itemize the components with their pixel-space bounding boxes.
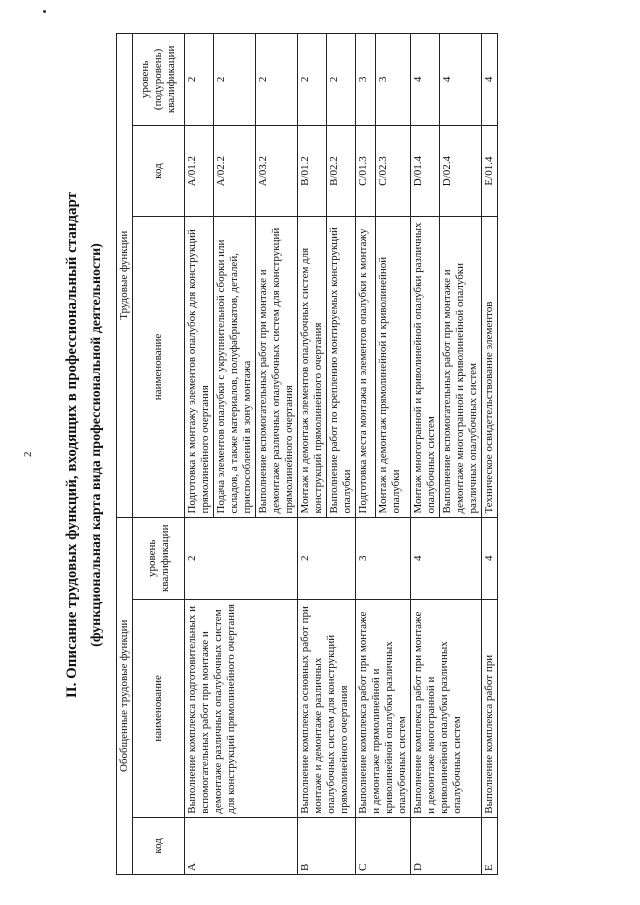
- table-row: [411, 34, 440, 875]
- function-name: Монтаж многогранной и криволинейной опалубки различных опалубочных систем: [411, 217, 440, 517]
- function-name: Выполнение вспомогательных работ при монтаже и демонтаже различных опалубочных систем для конструкций прямолинейного очертания: [256, 217, 298, 517]
- header-generalized: Обобщенные трудовые функции: [117, 517, 133, 874]
- function-code: A/01.2: [185, 125, 214, 217]
- group-code: D: [411, 817, 482, 874]
- header-code-gen: код: [133, 817, 185, 874]
- function-level: 2: [214, 34, 256, 126]
- page-title: II. Описание трудовых функций, входящих в профессиональный стандарт: [64, 191, 80, 699]
- function-level: 3: [375, 34, 410, 126]
- function-code: C/02.3: [375, 125, 410, 217]
- functional-map-table: [116, 33, 498, 875]
- page-number: 2: [22, 451, 34, 457]
- function-level: 2: [185, 34, 214, 126]
- function-level: 4: [411, 34, 440, 126]
- function-code: A/02.2: [214, 125, 256, 217]
- group-level: 2: [298, 517, 356, 600]
- function-name: Монтаж и демонтаж прямолинейной и криволинейной опалубки: [375, 217, 410, 517]
- page-subtitle: (функциональная карта вида профессиональной деятельности): [89, 243, 104, 647]
- function-level: 4: [482, 34, 498, 126]
- header-name-labor: наименование: [133, 217, 185, 517]
- function-level: 2: [256, 34, 298, 126]
- function-name: Подготовка к монтажу элементов опалубок для конструкций прямолинейного очертания: [185, 217, 214, 517]
- function-level: 2: [298, 34, 327, 126]
- function-code: D/01.4: [411, 125, 440, 217]
- function-level: 4: [440, 34, 482, 126]
- group-name: Выполнение комплекса основных работ при монтаже и демонтаже различных опалубочных систем для конструкций прямолинейного очертания: [298, 600, 356, 818]
- table-row: [356, 34, 376, 875]
- header-name-gen: наименование: [133, 600, 185, 818]
- table-row: [185, 34, 214, 875]
- function-code: D/02.4: [440, 125, 482, 217]
- header-level-labor: уровень (подуровень) квалификации: [133, 34, 185, 126]
- group-level: 4: [482, 517, 498, 600]
- group-name: Выполнение комплекса работ при: [482, 600, 498, 818]
- group-level: 2: [185, 517, 298, 600]
- group-code: B: [298, 817, 356, 874]
- header-labor: Трудовые функции: [117, 34, 133, 518]
- group-code: E: [482, 817, 498, 874]
- table-row: [298, 34, 327, 875]
- group-name: Выполнение комплекса подготовительных и вспомогательных работ при монтаже и демонтаже различных опалубочных систем для конструкций прямолинейного очертания: [185, 600, 298, 818]
- function-level: 3: [356, 34, 376, 126]
- table-body: [185, 34, 498, 875]
- group-level: 3: [356, 517, 411, 600]
- function-code: A/03.2: [256, 125, 298, 217]
- function-name: Подача элементов опалубки с укрупнительной сборки или складов, а также материалов, полуфабрикатов, деталей, приспособлений в зону монтажа: [214, 217, 256, 517]
- group-level: 4: [411, 517, 482, 600]
- table-row: [482, 34, 498, 875]
- function-level: 2: [327, 34, 356, 126]
- function-code: C/01.3: [356, 125, 376, 217]
- group-code: A: [185, 817, 298, 874]
- function-code: B/01.2: [298, 125, 327, 217]
- function-code: E/01.4: [482, 125, 498, 217]
- group-code: C: [356, 817, 411, 874]
- function-name: Подготовка места монтажа и элементов опалубки к монтажу: [356, 217, 376, 517]
- function-name: Выполнение работ по креплению монтируемых конструкций опалубки: [327, 217, 356, 517]
- header-level-gen: уровень квалификации: [133, 517, 185, 600]
- function-name: Монтаж и демонтаж элементов опалубочных систем для конструкций прямолинейного очертания: [298, 217, 327, 517]
- group-name: Выполнение комплекса работ при монтаже и демонтаже многогранной и криволинейной опалубки различных опалубочных систем: [411, 600, 482, 818]
- function-code: B/02.2: [327, 125, 356, 217]
- group-name: Выполнение комплекса работ при монтаже и демонтаже прямолинейной и криволинейной опалубки различных опалубочных систем: [356, 600, 411, 818]
- function-name: Техническое освидетельствование элементов: [482, 217, 498, 517]
- function-name: Выполнение вспомогательных работ при монтаже и демонтаже многогранной и криволинейной опалубки различных опалубочных систем: [440, 217, 482, 517]
- header-code-labor: код: [133, 125, 185, 217]
